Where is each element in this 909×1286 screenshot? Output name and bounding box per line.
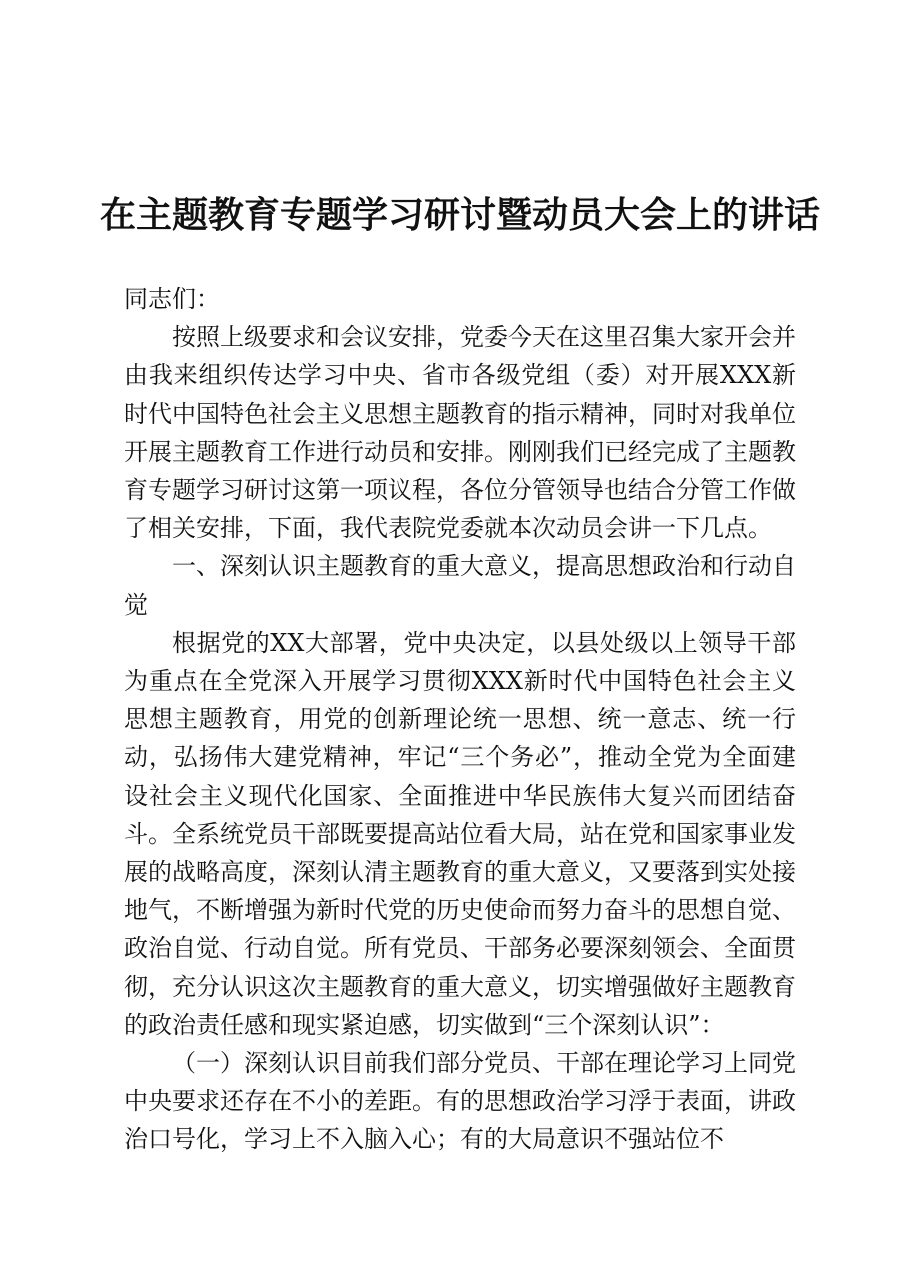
subsection-1: （一）深刻认识目前我们部分党员、干部在理论学习上同党中央要求还存在不小的差距。有的思想政治学习浮于表面，讲政治口号化，学习上不入脑入心；有的大局意识不强站位不 <box>124 1049 796 1154</box>
paragraph-intro: 按照上级要求和会议安排，党委今天在这里召集大家开会并由我来组织传达学习中央、省市各级党组（委）对开展XXX新时代中国特色社会主义思想主题教育的指示精神，同时对我单位开展主题教育工作进行动员和安排。刚刚我们已经完成了主题教育专题学习研讨这第一项议程，各位分管领导也结合分管工作做了相关安排，下面，我代表院党委就本次动员会讲一下几点。 <box>124 323 796 543</box>
salutation: 同志们： <box>124 285 220 313</box>
document-title: 在主题教育专题学习研讨暨动员大会上的讲话 <box>100 194 821 236</box>
paragraph-section-1: 根据党的XX大部署，党中央决定，以县处级以上领导干部为重点在全党深入开展学习贯彻XXX新时代中国特色社会主义思想主题教育，用党的创新理论统一思想、统一意志、统一行动，弘扬伟大建党精神，牢记“三个务必”，推动全党为全面建设社会主义现代化国家、全面推进中华民族伟大复兴而团结奋斗。全系统党员干部既要提高站位看大局，站在党和国家事业发展的战略高度，深刻认清主题教育的重大意义，又要落到实处接地气，不断增强为新时代党的历史使命而努力奋斗的思想自觉、政治自觉、行动自觉。所有党员、干部务必要深刻领会、全面贯彻，充分认识这次主题教育的重大意义，切实增强做好主题教育的政治责任感和现实紧迫感，切实做到“三个深刻认识”： <box>124 628 796 1039</box>
section-heading-1: 一、深刻认识主题教育的重大意义，提高思想政治和行动自觉 <box>124 552 796 619</box>
document-body <box>124 280 796 1159</box>
